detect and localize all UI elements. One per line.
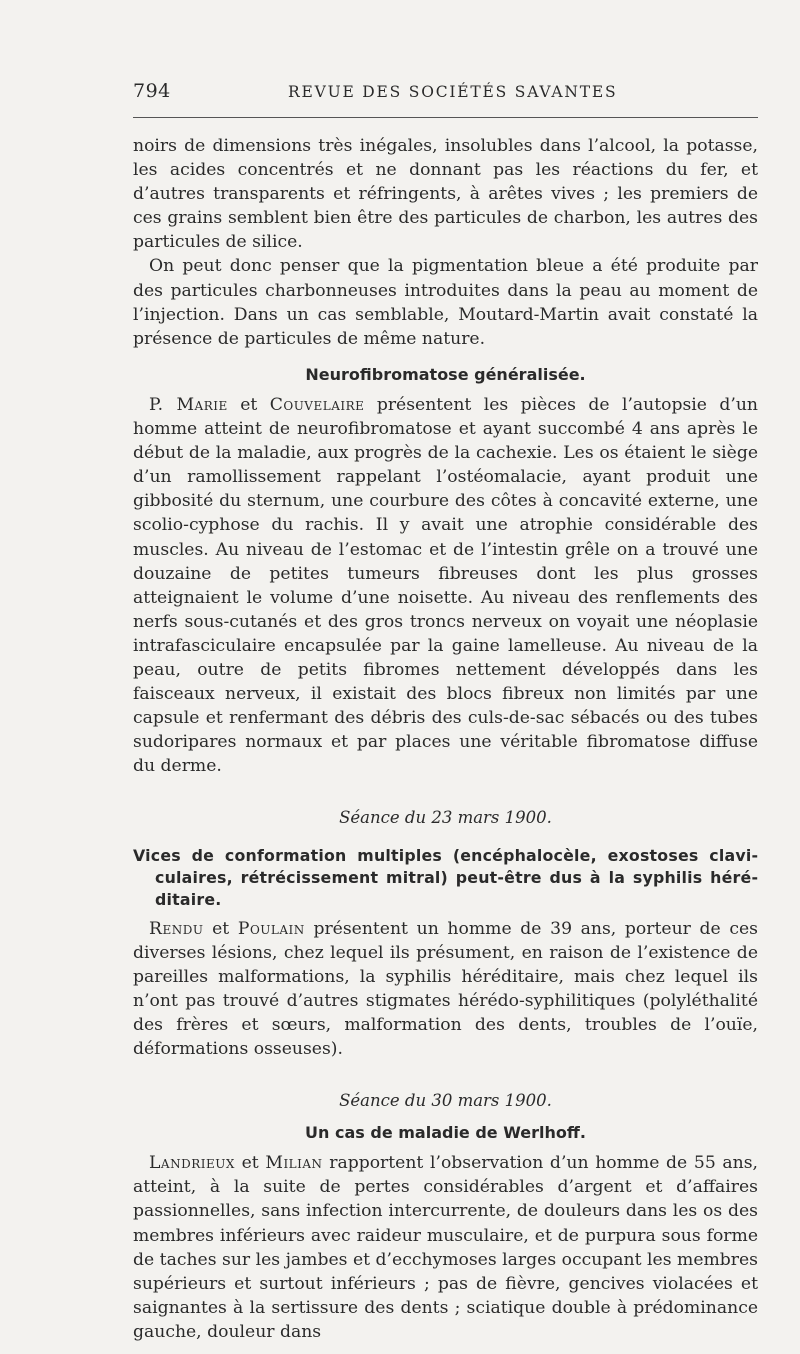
paragraph-text: présentent un homme de 39 ans, porteur de ces diverses lésions, chez lequel ils présument, en raison de l’existence de pareilles malformations, la syphilis héréditaire, mais chez lequel ils n’ont pas trouvé d’autres stigmates hérédo-syphilitiques (polyléthalité des frères et sœurs, malformation des dents, troubles de l’ouïe, déformations osseuses). xyxy=(133,918,758,1059)
running-title: REVUE DES SOCIÉTÉS SAVANTES xyxy=(288,83,618,101)
paragraph-werlhoff xyxy=(133,1151,758,1344)
paragraph-continuation: noirs de dimensions très inégales, insolubles dans l’alcool, la potasse, les acides concentrés et ne donnant pas les réactions du fer, et d’autres transparents et réfringents, à arêtes vives ; les premiers de ces grains semblent bien être des particules de charbon, les autres des particules de silice. xyxy=(133,136,758,253)
author-name: Couvelaire xyxy=(269,394,365,415)
author-name: Poulain xyxy=(237,918,305,939)
page-header xyxy=(133,80,758,102)
page-number: 794 xyxy=(133,80,171,102)
seance-date-heading: Séance du 30 mars 1900. xyxy=(339,1091,552,1111)
seance-date-heading: Séance du 23 mars 1900. xyxy=(339,808,552,828)
section-heading-neurofibromatose: Neurofibromatose généralisée. xyxy=(305,364,586,384)
conjunction: et xyxy=(240,394,258,415)
paragraph-text: présentent les pièces de l’autopsie d’un homme atteint de neurofibromatose et ayant succombé 4 ans après le début de la maladie, aux progrès de la cachexie. Les os étaient le siège d’un ramollissement rappelant l’ostéomalacie, ayant produit une gibbosité du sternum, une courbure des côtes à concavité externe, une scolio-cyphose du rachis. Il y avait une atrophie considérable des muscles. Au niveau de l’estomac et de l’intestin grêle on a trouvé une douzaine de petites tumeurs fibreuses dont les plus grosses atteignaient le volume d’une noisette. Au niveau des renflements des nerfs sous-cutanés et des gros troncs nerveux on voyait une néoplasie intrafasciculaire encapsulée par la gaine lamelleuse. Au niveau de la peau, outre de petits fibromes nettement développés dans les faisceaux nerveux, il existait des blocs fibreux non limités par une capsule et renfermant des débris des culs-de-sac sébacés ou des tubes sudoripares normaux et par places une véritable fibromatose diffuse du derme. xyxy=(133,394,758,777)
conjunction: et xyxy=(241,1153,259,1174)
header-rule xyxy=(133,117,758,118)
author-name: Landrieux xyxy=(149,1153,235,1174)
author-name: Milian xyxy=(265,1153,323,1174)
conjunction: et xyxy=(212,918,230,939)
section-heading-werlhoff: Un cas de maladie de Werlhoff. xyxy=(305,1123,586,1143)
paragraph: On peut donc penser que la pigmentation bleue a été produite par des particules charbonneuses introduites dans la peau au moment de l’injection. Dans un cas semblable, Moutard-Martin avait constaté la présence de particules de même nature. xyxy=(133,256,758,349)
author-name: P. Marie xyxy=(149,394,228,415)
author-name: Rendu xyxy=(149,918,204,939)
page-body xyxy=(133,134,758,1344)
paragraph-neurofibromatose xyxy=(133,393,758,779)
paragraph-vices-conformation xyxy=(133,917,758,1062)
section-heading-vices-conformation: Vices de conformation multiples (encéphalocèle, exostoses claviculaires, rétrécissement mitral) peut-être dus à la syphilis héréditaire. xyxy=(133,845,758,909)
paragraph-text: rapportent l’observation d’un homme de 55 ans, atteint, à la suite de pertes considérables d’argent et d’affaires passionnelles, sans infection intercurrente, de douleurs dans les os des membres inférieurs avec raideur musculaire, et de purpura sous forme de taches sur les jambes et d’ecchymoses larges occupant les membres supérieurs et surtout inférieurs ; pas de fièvre, gencives violacées et saignantes à la sertissure des dents ; sciatique double à prédominance gauche, douleur dans xyxy=(133,1153,759,1342)
